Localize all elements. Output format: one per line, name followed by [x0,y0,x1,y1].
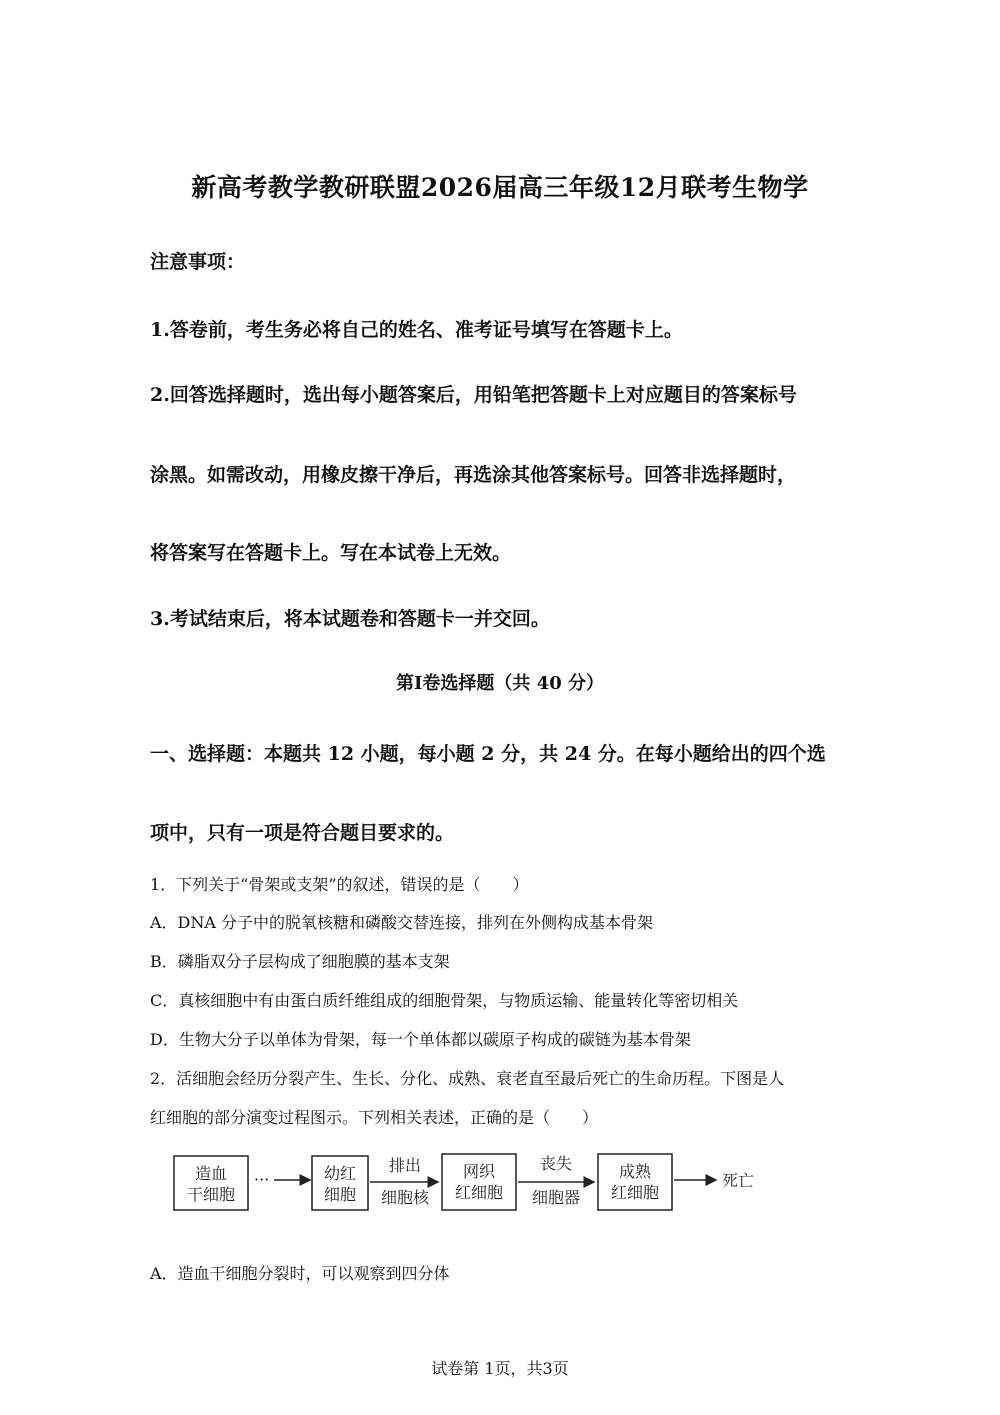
diagram-box-reticulocyte-line-2: 红细胞 [454,1183,504,1202]
question-1-stem: 1．下列关于“骨架或支架”的叙述，错误的是（ ） [150,875,529,894]
notice-heading: 注意事项： [150,251,246,273]
diagram-ellipsis: ··· [254,1170,270,1189]
diagram-box-hsc-line-2: 干细胞 [186,1185,236,1204]
notice-item-1: 1.答卷前，考生务必将自己的姓名、准考证号填写在答题卡上。 [150,319,683,341]
diagram-box-erythroblast-line-2: 细胞 [323,1185,357,1204]
red-blood-cell-diagram [170,1148,770,1220]
diagram-arrow-2-label-2: 细胞核 [380,1188,430,1207]
diagram-arrow-2-label-1: 排出 [388,1156,422,1175]
diagram-box-hsc-line-1: 造血 [194,1164,228,1183]
section-title: 第Ⅰ卷选择题（共 40 分） [395,673,604,694]
diagram-end-label: 死亡 [722,1171,755,1190]
notice-item-3: 3.考试结束后，将本试题卷和答题卡一并交回。 [150,608,550,630]
part-instruction-line-2: 项中，只有一项是符合题目要求的。 [150,822,455,844]
question-2-option-a: A．造血干细胞分裂时，可以观察到四分体 [150,1264,450,1283]
diagram-arrow-3-label-1: 丧失 [539,1154,573,1173]
diagram-box-mature-rbc-line-2: 红细胞 [610,1183,660,1202]
part-instruction-line-1: 一、选择题：本题共 12 小题，每小题 2 分，共 24 分。在每小题给出的四个选 [150,743,826,765]
question-1-option-d: D．生物大分子以单体为骨架，每一个单体都以碳原子构成的碳链为基本骨架 [150,1030,691,1049]
diagram-box-erythroblast-line-1: 幼红 [323,1164,357,1183]
question-1-option-a: A．DNA 分子中的脱氧核糖和磷酸交替连接，排列在外侧构成基本骨架 [150,913,654,932]
question-2-stem-line-1: 2．活细胞会经历分裂产生、生长、分化、成熟、衰老直至最后死亡的生命历程。下图是人 [150,1069,785,1088]
diagram-arrow-3-label-2: 细胞器 [531,1188,581,1207]
question-2-stem-line-2: 红细胞的部分演变过程图示。下列相关表述，正确的是（ ） [150,1108,599,1127]
page-footer: 试卷第 1页，共3页 [431,1359,569,1378]
diagram-box-reticulocyte-line-1: 网织 [462,1162,496,1181]
question-1-option-c: C．真核细胞中有由蛋白质纤维组成的细胞骨架，与物质运输、能量转化等密切相关 [150,991,739,1010]
diagram-box-mature-rbc-line-1: 成熟 [618,1162,652,1181]
question-1-option-b: B．磷脂双分子层构成了细胞膜的基本支架 [150,952,450,971]
notice-item-2: 2.回答选择题时，选出每小题答案后，用铅笔把答题卡上对应题目的答案标号 [150,384,797,406]
document-title: 新高考教学教研联盟2026届高三年级12月联考生物学 [191,173,809,202]
notice-item-2-cont: 涂黑。如需改动，用橡皮擦干净后，再选涂其他答案标号。回答非选择题时， [150,464,797,486]
notice-item-2-end: 将答案写在答题卡上。写在本试卷上无效。 [150,542,512,564]
